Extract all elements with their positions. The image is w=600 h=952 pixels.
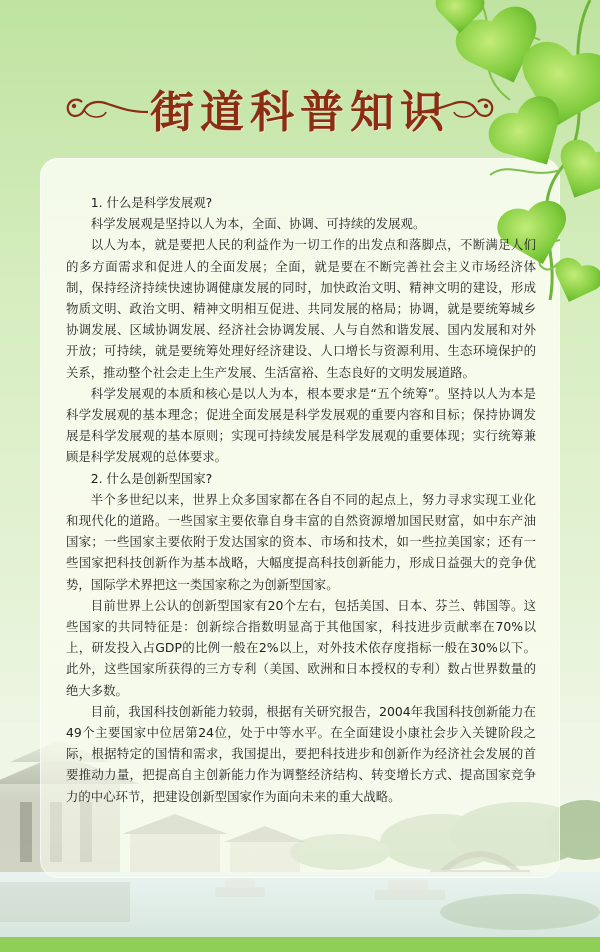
paragraph: 半个多世纪以来，世界上众多国家都在各自不同的起点上，努力寻求实现工业化和现代化的道路。一些国家主要依靠自身丰富的自然资源增加国民财富，如中东产油国家；一些国家主要依附于发达国家的资本、市场和技术，如一些拉美国家；还有一些国家把科技创新作为基本战略，大幅度提高科技创新能力，形成日益强大的竞争优势，国际学术界把这一类国家称之为创新型国家。 xyxy=(66,491,536,592)
flourish-left-ornament xyxy=(60,84,150,124)
paragraph: 科学发展观的本质和核心是以人为本，根本要求是“五个统筹”。坚持以人为本是科学发展观的基本理念；促进全面发展是科学发展观的重要内容和目标；保持协调发展是科学发展观的基本原则；实现可持续发展是科学发展观的重要体现；实行统筹兼顾是科学发展观的总体要求。 xyxy=(66,385,536,465)
article-body xyxy=(66,192,536,807)
section-heading-1: 1. 什么是科学发展观? xyxy=(90,195,213,210)
paragraph: 目前，我国科技创新能力较弱，根据有关研究报告，2004年我国科技创新能力在49个主要国家中位居第24位，处于中等水平。在全面建设小康社会步入关键阶段之际，根据特定的国情和需求，我国提出，要把科技进步和创新作为经济社会发展的首要推动力量，把提高自主创新能力作为调整经济结构、转变增长方式、提高国家竞争力的中心环节，把建设创新型国家作为面向未来的重大战略。 xyxy=(66,703,536,804)
paragraph: 目前世界上公认的创新型国家有20个左右，包括美国、日本、芬兰、韩国等。这些国家的共同特征是：创新综合指数明显高于其他国家，科技进步贡献率在70%以上，研发投入占GDP的比例一般在2%以上，对外技术依存度指标一般在30%以下。此外，这些国家所获得的三方专利（美国、欧洲和日本授权的专利）数占世界数量的绝大多数。 xyxy=(66,597,536,698)
paragraph: 科学发展观是坚持以人为本，全面、协调、可持续的发展观。 xyxy=(90,216,426,232)
title-banner xyxy=(60,70,500,140)
flourish-right-ornament xyxy=(410,84,500,124)
paragraph: 以人为本，就是要把人民的利益作为一切工作的出发点和落脚点，不断满足人们的多方面需求和促进人的全面发展；全面，就是要在不断完善社会主义市场经济体制，保持经济持续快速协调健康发展的同时，加快政治文明、精神文明的建设，形成物质文明、政治文明、精神文明相互促进、共同发展的格局；协调，就是要统筹城乡协调发展、区域协调发展、经济社会协调发展、人与自然和谐发展、国内发展和对外开放；可持续，就是要统筹处理好经济建设、人口增长与资源利用、生态环境保护的关系，推动整个社会走上生产发展、生活富裕、生态良好的文明发展道路。 xyxy=(66,237,536,380)
page-title: 街道科普知识 xyxy=(150,87,450,138)
section-heading-2: 2. 什么是创新型国家? xyxy=(90,470,213,486)
